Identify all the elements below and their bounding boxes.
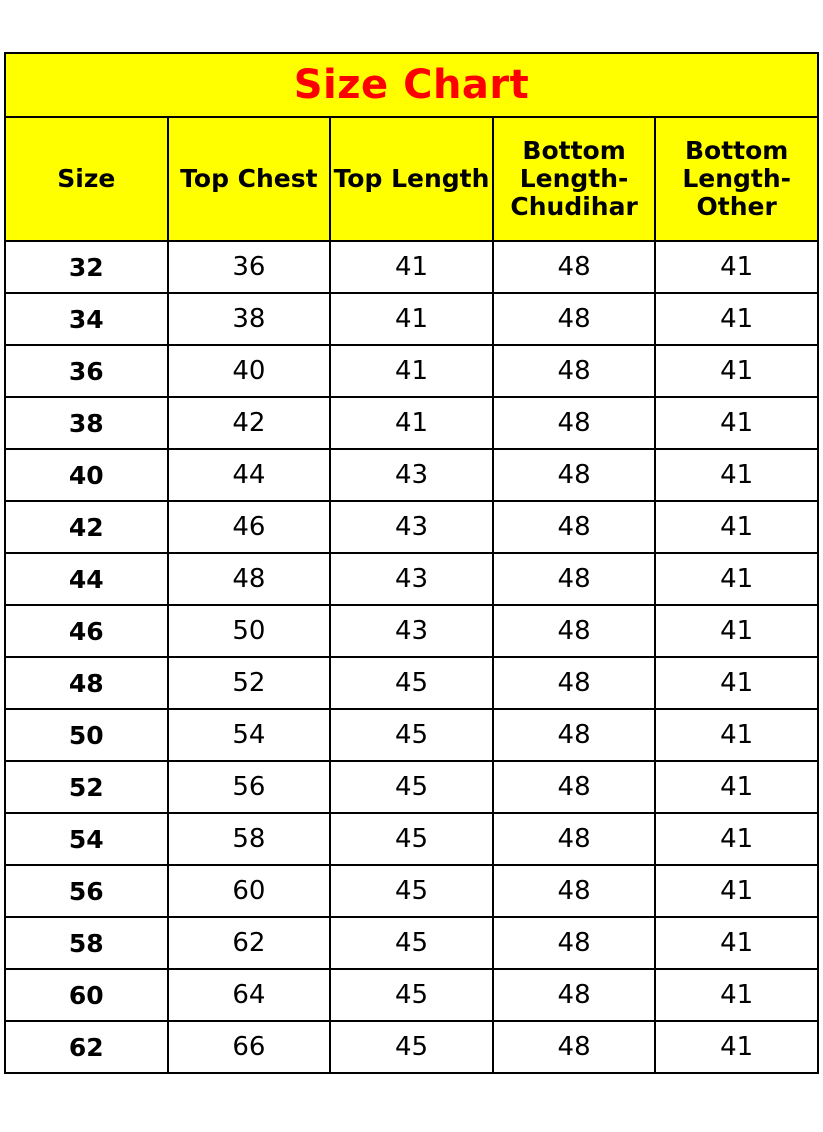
cell-bottom-length-chudihar: 48 (493, 449, 656, 501)
table-row (5, 761, 818, 813)
cell-size: 38 (5, 397, 168, 449)
column-header-top-length: Top Length (330, 117, 493, 241)
cell-bottom-length-other: 41 (655, 397, 818, 449)
cell-bottom-length-other: 41 (655, 501, 818, 553)
table-row (5, 501, 818, 553)
page-title: Size Chart (5, 53, 818, 117)
cell-size: 54 (5, 813, 168, 865)
cell-bottom-length-other: 41 (655, 1021, 818, 1073)
cell-bottom-length-other: 41 (655, 345, 818, 397)
cell-size: 58 (5, 917, 168, 969)
column-header-top-chest: Top Chest (168, 117, 331, 241)
column-header-size: Size (5, 117, 168, 241)
cell-bottom-length-other: 41 (655, 241, 818, 293)
table-row (5, 605, 818, 657)
cell-bottom-length-other: 41 (655, 293, 818, 345)
cell-size: 46 (5, 605, 168, 657)
cell-bottom-length-other: 41 (655, 969, 818, 1021)
cell-top-chest: 54 (168, 709, 331, 761)
cell-top-chest: 38 (168, 293, 331, 345)
cell-bottom-length-other: 41 (655, 709, 818, 761)
cell-bottom-length-other: 41 (655, 813, 818, 865)
size-chart-container (4, 52, 819, 1074)
cell-size: 34 (5, 293, 168, 345)
cell-bottom-length-chudihar: 48 (493, 553, 656, 605)
table-row (5, 813, 818, 865)
cell-size: 36 (5, 345, 168, 397)
cell-size: 60 (5, 969, 168, 1021)
cell-top-length: 45 (330, 657, 493, 709)
table-row (5, 345, 818, 397)
cell-top-length: 43 (330, 449, 493, 501)
cell-size: 44 (5, 553, 168, 605)
cell-size: 52 (5, 761, 168, 813)
cell-top-length: 41 (330, 241, 493, 293)
cell-bottom-length-chudihar: 48 (493, 709, 656, 761)
cell-top-chest: 60 (168, 865, 331, 917)
table-row (5, 449, 818, 501)
table-row (5, 1021, 818, 1073)
cell-top-chest: 58 (168, 813, 331, 865)
cell-bottom-length-other: 41 (655, 917, 818, 969)
cell-top-chest: 42 (168, 397, 331, 449)
cell-size: 50 (5, 709, 168, 761)
table-row (5, 917, 818, 969)
cell-bottom-length-chudihar: 48 (493, 397, 656, 449)
table-row (5, 293, 818, 345)
column-header-bottom-length-other: Bottom Length-Other (655, 117, 818, 241)
cell-top-length: 45 (330, 1021, 493, 1073)
cell-bottom-length-chudihar: 48 (493, 241, 656, 293)
header-row (5, 117, 818, 241)
cell-bottom-length-other: 41 (655, 605, 818, 657)
table-row (5, 657, 818, 709)
cell-top-chest: 46 (168, 501, 331, 553)
cell-bottom-length-chudihar: 48 (493, 293, 656, 345)
cell-size: 42 (5, 501, 168, 553)
table-row (5, 397, 818, 449)
size-chart-table (4, 52, 819, 1074)
cell-top-length: 41 (330, 293, 493, 345)
cell-bottom-length-chudihar: 48 (493, 969, 656, 1021)
cell-top-length: 41 (330, 397, 493, 449)
cell-size: 48 (5, 657, 168, 709)
cell-bottom-length-chudihar: 48 (493, 761, 656, 813)
table-row (5, 865, 818, 917)
cell-top-length: 45 (330, 709, 493, 761)
cell-top-chest: 50 (168, 605, 331, 657)
cell-top-length: 43 (330, 553, 493, 605)
cell-bottom-length-chudihar: 48 (493, 865, 656, 917)
table-row (5, 709, 818, 761)
cell-bottom-length-other: 41 (655, 657, 818, 709)
title-row (5, 53, 818, 117)
column-header-bottom-length-chudihar: Bottom Length-Chudihar (493, 117, 656, 241)
cell-bottom-length-chudihar: 48 (493, 501, 656, 553)
cell-top-length: 45 (330, 865, 493, 917)
cell-top-length: 43 (330, 605, 493, 657)
cell-top-chest: 52 (168, 657, 331, 709)
cell-top-length: 45 (330, 917, 493, 969)
cell-bottom-length-chudihar: 48 (493, 657, 656, 709)
cell-top-chest: 40 (168, 345, 331, 397)
cell-top-length: 45 (330, 813, 493, 865)
cell-bottom-length-chudihar: 48 (493, 813, 656, 865)
cell-top-chest: 62 (168, 917, 331, 969)
cell-size: 40 (5, 449, 168, 501)
cell-bottom-length-other: 41 (655, 761, 818, 813)
cell-bottom-length-other: 41 (655, 865, 818, 917)
cell-bottom-length-chudihar: 48 (493, 1021, 656, 1073)
cell-top-length: 43 (330, 501, 493, 553)
cell-size: 56 (5, 865, 168, 917)
cell-size: 62 (5, 1021, 168, 1073)
cell-top-chest: 36 (168, 241, 331, 293)
cell-bottom-length-chudihar: 48 (493, 605, 656, 657)
cell-bottom-length-chudihar: 48 (493, 345, 656, 397)
cell-bottom-length-chudihar: 48 (493, 917, 656, 969)
cell-bottom-length-other: 41 (655, 449, 818, 501)
cell-top-chest: 56 (168, 761, 331, 813)
cell-top-chest: 66 (168, 1021, 331, 1073)
cell-bottom-length-other: 41 (655, 553, 818, 605)
cell-top-chest: 44 (168, 449, 331, 501)
cell-top-length: 45 (330, 969, 493, 1021)
cell-top-length: 45 (330, 761, 493, 813)
cell-top-chest: 64 (168, 969, 331, 1021)
cell-size: 32 (5, 241, 168, 293)
table-row (5, 553, 818, 605)
cell-top-length: 41 (330, 345, 493, 397)
table-row (5, 241, 818, 293)
cell-top-chest: 48 (168, 553, 331, 605)
table-row (5, 969, 818, 1021)
